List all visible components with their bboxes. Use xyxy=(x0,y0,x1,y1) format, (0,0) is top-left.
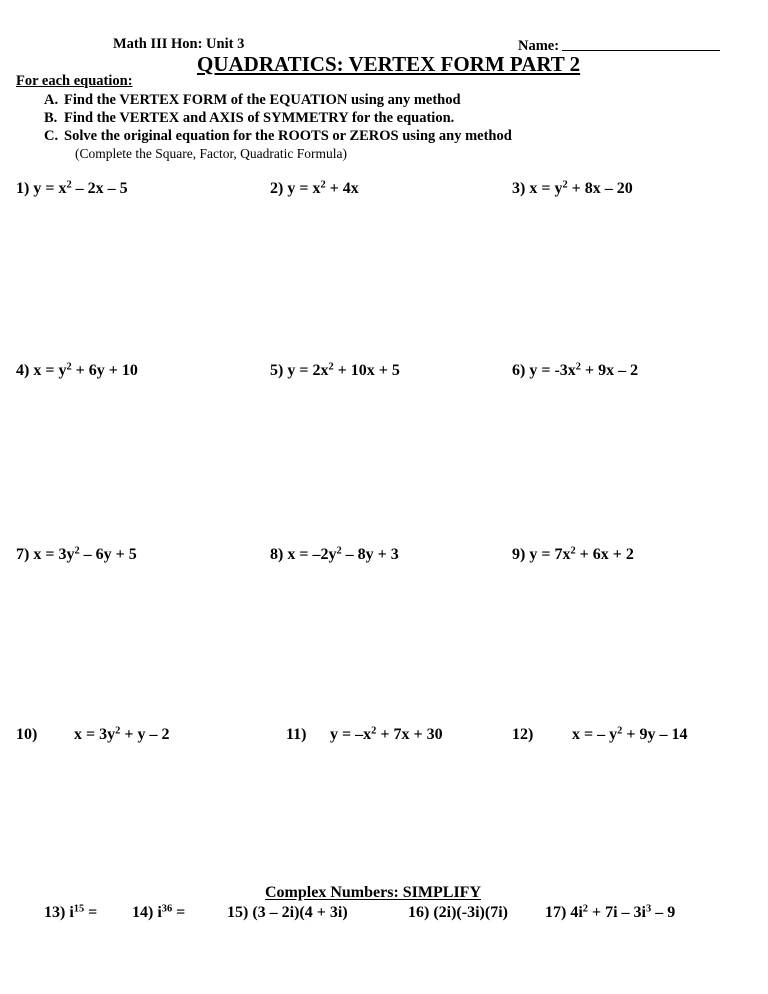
problem-number: 10) xyxy=(16,726,38,743)
problem-number: 7) xyxy=(16,546,30,563)
complex-heading: Complex Numbers: SIMPLIFY xyxy=(265,884,481,901)
problem-text: = xyxy=(172,904,186,921)
problem-10 xyxy=(16,726,169,744)
problem-text: 13) i xyxy=(44,904,74,921)
problem-rest: + 8x – 20 xyxy=(567,180,633,197)
problem-7 xyxy=(16,546,137,564)
problem-number: 8) xyxy=(270,546,284,563)
problem-exponent: 2 xyxy=(336,545,342,557)
instructions-heading: For each equation: xyxy=(16,73,133,89)
instruction-text: Find the VERTEX and AXIS of SYMMETRY for the equation. xyxy=(64,110,455,126)
problem-16 xyxy=(408,904,508,922)
instruction-b xyxy=(44,110,454,127)
instruction-letter: B. xyxy=(44,110,58,126)
problem-lhs: x = – y xyxy=(572,726,618,743)
problem-lhs: y = 7x xyxy=(529,546,571,563)
problem-text: + 7i – 3i xyxy=(587,904,646,921)
problem-number: 2) xyxy=(270,180,284,197)
problem-exponent: 2 xyxy=(115,725,121,737)
problem-rest: + 6y + 10 xyxy=(71,362,138,379)
problem-exponent: 2 xyxy=(371,725,377,737)
problem-14 xyxy=(132,904,185,922)
problem-lhs: y = 2x xyxy=(287,362,329,379)
problem-number: 12) xyxy=(512,726,534,743)
course-label: Math III Hon: Unit 3 xyxy=(113,36,245,52)
problem-rest: + 9x – 2 xyxy=(580,362,639,379)
problem-lhs: y = x xyxy=(33,180,67,197)
problem-rest: + 9y – 14 xyxy=(622,726,688,743)
problem-exponent: 2 xyxy=(570,545,576,557)
problem-1 xyxy=(16,180,128,198)
instruction-a xyxy=(44,92,461,109)
problem-number: 9) xyxy=(512,546,526,563)
problem-exponent: 2 xyxy=(562,179,568,191)
problem-exponent: 2 xyxy=(617,725,623,737)
problem-exponent: 2 xyxy=(328,361,334,373)
problem-15 xyxy=(227,904,348,922)
problem-11 xyxy=(286,726,443,744)
problem-number: 5) xyxy=(270,362,284,379)
problem-rest: + 4x xyxy=(325,180,359,197)
problem-3 xyxy=(512,180,633,198)
problem-lhs: x = y xyxy=(529,180,563,197)
name-blank-line xyxy=(562,36,720,51)
problem-lhs: y = –x xyxy=(330,726,372,743)
problem-rest: + 10x + 5 xyxy=(333,362,400,379)
problem-6 xyxy=(512,362,638,380)
instruction-text: Solve the original equation for the ROOTS or ZEROS using any method xyxy=(64,128,512,144)
problem-rest: – 6y + 5 xyxy=(79,546,137,563)
problem-exponent: 2 xyxy=(66,361,72,373)
problem-9 xyxy=(512,546,634,564)
problem-text: = xyxy=(84,904,98,921)
problem-rest: + y – 2 xyxy=(120,726,170,743)
problem-text: 14) i xyxy=(132,904,162,921)
problem-lhs: y = -3x xyxy=(529,362,576,379)
name-label: Name: xyxy=(518,38,560,54)
problem-exponent: 2 xyxy=(575,361,581,373)
instruction-c xyxy=(44,128,512,145)
problem-lhs: y = x xyxy=(287,180,321,197)
problem-exponent: 15 xyxy=(73,903,85,915)
problem-text: 16) (2i)(-3i)(7i) xyxy=(408,904,508,921)
problem-rest: – 8y + 3 xyxy=(341,546,399,563)
instructions-note: (Complete the Square, Factor, Quadratic Formula) xyxy=(75,146,348,161)
problem-lhs: x = 3y xyxy=(33,546,75,563)
problem-2 xyxy=(270,180,359,198)
problem-4 xyxy=(16,362,138,380)
problem-text: 17) 4i xyxy=(545,904,583,921)
problem-17 xyxy=(545,904,675,922)
problem-number: 6) xyxy=(512,362,526,379)
problem-exponent: 36 xyxy=(161,903,173,915)
instruction-text: Find the VERTEX FORM of the EQUATION using any method xyxy=(64,92,461,108)
problem-exponent: 3 xyxy=(646,903,652,915)
problem-number: 4) xyxy=(16,362,30,379)
problem-exponent: 2 xyxy=(66,179,72,191)
problem-exponent: 2 xyxy=(74,545,80,557)
problem-number: 11) xyxy=(286,726,307,743)
instruction-letter: A. xyxy=(44,92,59,108)
problem-number: 3) xyxy=(512,180,526,197)
problem-text: – 9 xyxy=(651,904,676,921)
problem-12 xyxy=(512,726,687,744)
problem-rest: + 6x + 2 xyxy=(575,546,634,563)
problem-13 xyxy=(44,904,97,922)
problem-lhs: x = y xyxy=(33,362,67,379)
instruction-letter: C. xyxy=(44,128,59,144)
problem-text: 15) (3 – 2i)(4 + 3i) xyxy=(227,904,348,921)
problem-lhs: x = –2y xyxy=(287,546,337,563)
problem-8 xyxy=(270,546,399,564)
problem-5 xyxy=(270,362,400,380)
problem-rest: – 2x – 5 xyxy=(71,180,128,197)
problem-rest: + 7x + 30 xyxy=(376,726,443,743)
problem-exponent: 2 xyxy=(582,903,588,915)
problem-number: 1) xyxy=(16,180,30,197)
page-title: QUADRATICS: VERTEX FORM PART 2 xyxy=(197,52,581,76)
problem-exponent: 2 xyxy=(320,179,326,191)
problem-lhs: x = 3y xyxy=(74,726,116,743)
